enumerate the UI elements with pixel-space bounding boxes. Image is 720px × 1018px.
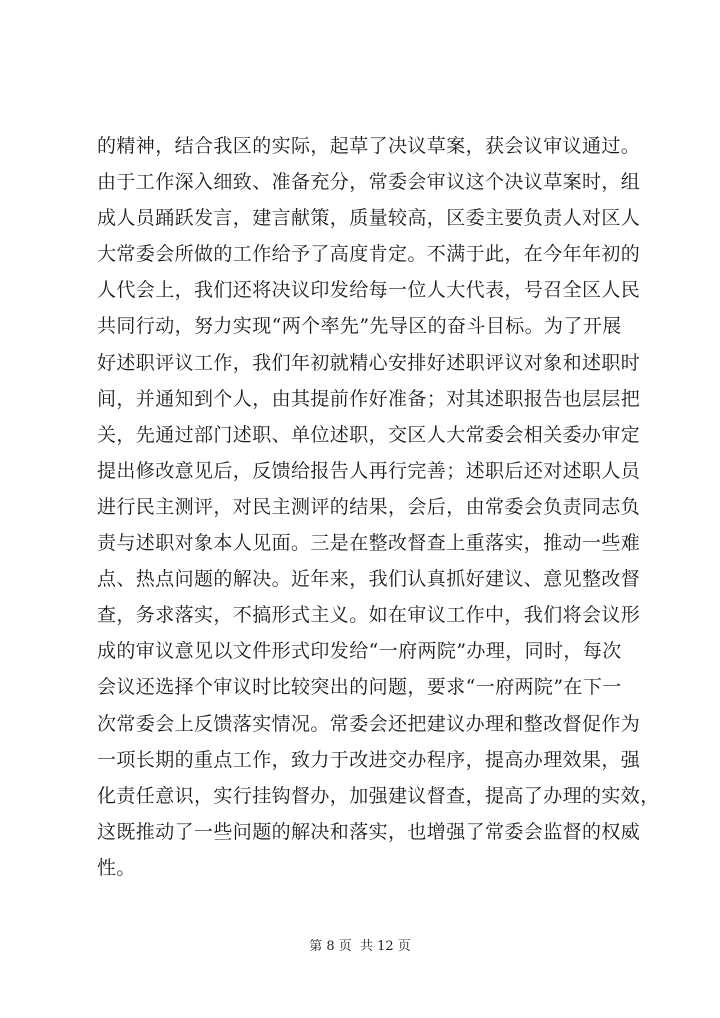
text-line: 责与述职对象本人见面。三是在整改督查上重落实，推动一些难 <box>97 532 641 555</box>
text-line: 共同行动，努力实现“两个率先”先导区的奋斗目标。为了开展 <box>97 315 622 338</box>
text-line: 一项长期的重点工作，致力于改进交办程序，提高办理效果，强 <box>97 748 641 771</box>
text-line: 提出修改意见后，反馈给报告人再行完善；述职后还对述职人员 <box>97 459 641 482</box>
text-line: 会议还选择个审议时比较突出的问题，要求“一府两院”在下一 <box>97 676 622 699</box>
text-line: 关，先通过部门述职、单位述职，交区人大常委会相关委办审定 <box>97 423 641 446</box>
text-line: 次常委会上反馈落实情况。常委会还把建议办理和整改督促作为 <box>97 712 641 735</box>
text-line: 由于工作深入细致、准备充分，常委会审议这个决议草案时，组 <box>97 171 641 194</box>
text-line: 大常委会所做的工作给予了高度肯定。不满于此，在今年年初的 <box>97 243 641 266</box>
text-line: 间，并通知到个人，由其提前作好准备；对其述职报告也层层把 <box>97 387 641 410</box>
text-line: 好述职评议工作，我们年初就精心安排好述职评议对象和述职时 <box>97 351 641 374</box>
text-line: 人代会上，我们还将决议印发给每一位人大代表，号召全区人民 <box>97 279 641 302</box>
text-line: 的精神，结合我区的实际，起草了决议草案，获会议审议通过。 <box>97 135 641 157</box>
text-line: 进行民主测评，对民主测评的结果，会后，由常委会负责同志负 <box>97 495 641 518</box>
page-number-footer: 第 8 页 共 12 页 <box>309 939 411 954</box>
text-line: 成人员踊跃发言，建言献策，质量较高，区委主要负责人对区人 <box>97 207 641 230</box>
body-paragraph <box>97 128 660 886</box>
text-line: 性。 <box>97 856 136 879</box>
text-line: 成的审议意见以文件形式印发给“一府两院”办理，同时，每次 <box>97 640 622 663</box>
text-line: 这既推动了一些问题的解决和落实，也增强了常委会监督的权威 <box>97 820 641 843</box>
text-line: 点、热点问题的解决。近年来，我们认真抓好建议、意见整改督 <box>97 568 641 591</box>
text-line: 化责任意识，实行挂钩督办，加强建议督查，提高了办理的实效， <box>97 784 660 807</box>
text-line: 查，务求落实，不搞形式主义。如在审议工作中，我们将会议形 <box>97 604 641 627</box>
